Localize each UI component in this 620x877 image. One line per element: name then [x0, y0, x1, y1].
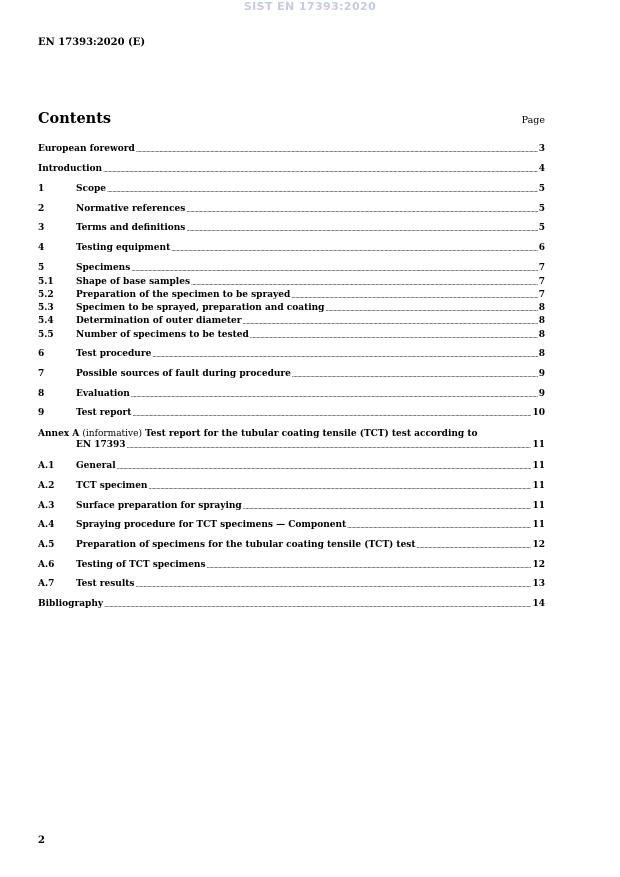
toc-entry-title: European foreword: [38, 144, 135, 154]
toc-entry-3[interactable]: [38, 223, 545, 234]
toc-entry-a-2[interactable]: [38, 481, 545, 492]
toc-entry-6[interactable]: [38, 349, 545, 360]
toc-entry-5-5[interactable]: [38, 330, 545, 341]
toc-entry-page: 7: [538, 263, 545, 273]
toc-entry-a-4[interactable]: [38, 520, 545, 531]
toc-entry-title: Surface preparation for spraying: [76, 501, 242, 511]
toc-entry-page: 10: [532, 408, 545, 418]
toc-entry-5[interactable]: [38, 263, 545, 274]
toc-entry-a-7[interactable]: [38, 579, 545, 590]
document-id: EN 17393:2020 (E): [38, 37, 146, 48]
toc-entry-title: Scope: [76, 184, 107, 194]
toc-entry-page: 11: [532, 440, 545, 450]
toc-entry-number: 8: [38, 389, 45, 399]
toc-entry-page: 7: [538, 277, 545, 287]
toc-entry-title: Testing of TCT specimens: [76, 560, 206, 570]
toc-entry-title: Terms and definitions: [76, 223, 186, 233]
toc-entry-9[interactable]: [38, 408, 545, 419]
toc-entry-number: 5.2: [38, 290, 54, 300]
toc-entry-page: 14: [532, 599, 545, 609]
toc-entry-number: 6: [38, 349, 45, 359]
toc-entry-5-4[interactable]: [38, 316, 545, 327]
toc-entry-page: 5: [538, 223, 545, 233]
toc-entry-page: 12: [532, 560, 545, 570]
toc-entry-a-3[interactable]: [38, 501, 545, 512]
toc-entry-foreword[interactable]: [38, 144, 545, 155]
toc-entry-number: 3: [38, 223, 45, 233]
toc-entry-title: TCT specimen: [76, 481, 148, 491]
toc-entry-page: 11: [532, 461, 545, 471]
contents-heading: Contents: [38, 110, 112, 127]
toc-entry-page: 4: [538, 164, 545, 174]
toc-entry-number: 4: [38, 243, 45, 253]
toc-entry-number: A.3: [38, 501, 55, 511]
toc-entry-a-1[interactable]: [38, 461, 545, 472]
toc-entry-title: General: [76, 461, 116, 471]
toc-entry-number: A.6: [38, 560, 55, 570]
toc-entry-page: 8: [538, 349, 545, 359]
toc-entry-page: 8: [538, 316, 545, 326]
toc-entry-1[interactable]: [38, 184, 545, 195]
toc-entry-page: 7: [538, 290, 545, 300]
toc-entry-title: Evaluation: [76, 389, 130, 399]
toc-entry-title: Specimen to be sprayed, preparation and coating: [76, 303, 325, 313]
page-column-label: Page: [521, 115, 545, 126]
toc-entry-page: 11: [532, 501, 545, 511]
toc-entry-number: 5.1: [38, 277, 54, 287]
toc-entry-number: 1: [38, 184, 45, 194]
toc-entry-5-1[interactable]: [38, 277, 545, 288]
toc-entry-title: Test procedure: [76, 349, 152, 359]
annex-kind: (informative): [82, 429, 142, 439]
toc-entry-number: 5.5: [38, 330, 54, 340]
toc-entry-number: 5.3: [38, 303, 54, 313]
annex-title-line2: EN 17393: [76, 440, 126, 450]
toc-entry-page: 9: [538, 369, 545, 379]
toc-entry-page: 13: [532, 579, 545, 589]
toc-entry-5-2[interactable]: [38, 290, 545, 301]
toc-entry-number: A.2: [38, 481, 55, 491]
toc-entry-annex-a[interactable]: [38, 429, 545, 451]
toc-entry-page: 6: [538, 243, 545, 253]
toc-entry-page: 5: [538, 204, 545, 214]
toc-entry-title: Test results: [76, 579, 135, 589]
toc-entry-number: 5: [38, 263, 45, 273]
toc-entry-8[interactable]: [38, 389, 545, 400]
watermark: SIST EN 17393:2020: [243, 0, 377, 13]
toc-entry-page: 5: [538, 184, 545, 194]
toc-entry-title: Specimens: [76, 263, 131, 273]
toc-entry-title: Spraying procedure for TCT specimens — Component: [76, 520, 347, 530]
toc-entry-page: 11: [532, 520, 545, 530]
toc-entry-number: 7: [38, 369, 45, 379]
toc-entry-number: A.1: [38, 461, 55, 471]
toc-entry-5-3[interactable]: [38, 303, 545, 314]
toc-entry-number: 9: [38, 408, 45, 418]
toc-entry-bibliography[interactable]: [38, 599, 545, 610]
toc-entry-number: A.7: [38, 579, 55, 589]
toc-entry-title: Number of specimens to be tested: [76, 330, 249, 340]
toc-entry-4[interactable]: [38, 243, 545, 254]
toc-entry-page: 8: [538, 330, 545, 340]
toc-entry-number: A.5: [38, 540, 55, 550]
toc-entry-title: Shape of base samples: [76, 277, 191, 287]
toc-entry-title: Preparation of the specimen to be sprayed: [76, 290, 291, 300]
toc-entry-number: 5.4: [38, 316, 54, 326]
toc-entry-title: Test report: [76, 408, 132, 418]
annex-label: Annex A: [38, 429, 80, 439]
toc-entry-title: Bibliography: [38, 599, 104, 609]
toc-entry-page: 12: [532, 540, 545, 550]
toc-entry-page: 11: [532, 481, 545, 491]
toc-entry-page: 3: [538, 144, 545, 154]
toc-entry-a-6[interactable]: [38, 560, 545, 571]
toc-entry-page: 8: [538, 303, 545, 313]
toc-entry-title: Preparation of specimens for the tubular coating tensile (TCT) test: [76, 540, 416, 550]
toc-entry-title: Testing equipment: [76, 243, 171, 253]
toc-entry-introduction[interactable]: [38, 164, 545, 175]
page-number: 2: [38, 835, 45, 846]
toc-entry-title: Possible sources of fault during procedure: [76, 369, 291, 379]
toc-entry-title: Determination of outer diameter: [76, 316, 242, 326]
toc-entry-a-5[interactable]: [38, 540, 545, 551]
toc-entry-title: Normative references: [76, 204, 186, 214]
toc-entry-title: Introduction: [38, 164, 103, 174]
toc-entry-2[interactable]: [38, 204, 545, 215]
annex-title-line1: Test report for the tubular coating tensile (TCT) test according to: [145, 429, 478, 439]
toc-entry-number: 2: [38, 204, 45, 214]
toc-entry-7[interactable]: [38, 369, 545, 380]
toc-entry-page: 9: [538, 389, 545, 399]
toc-entry-number: A.4: [38, 520, 55, 530]
